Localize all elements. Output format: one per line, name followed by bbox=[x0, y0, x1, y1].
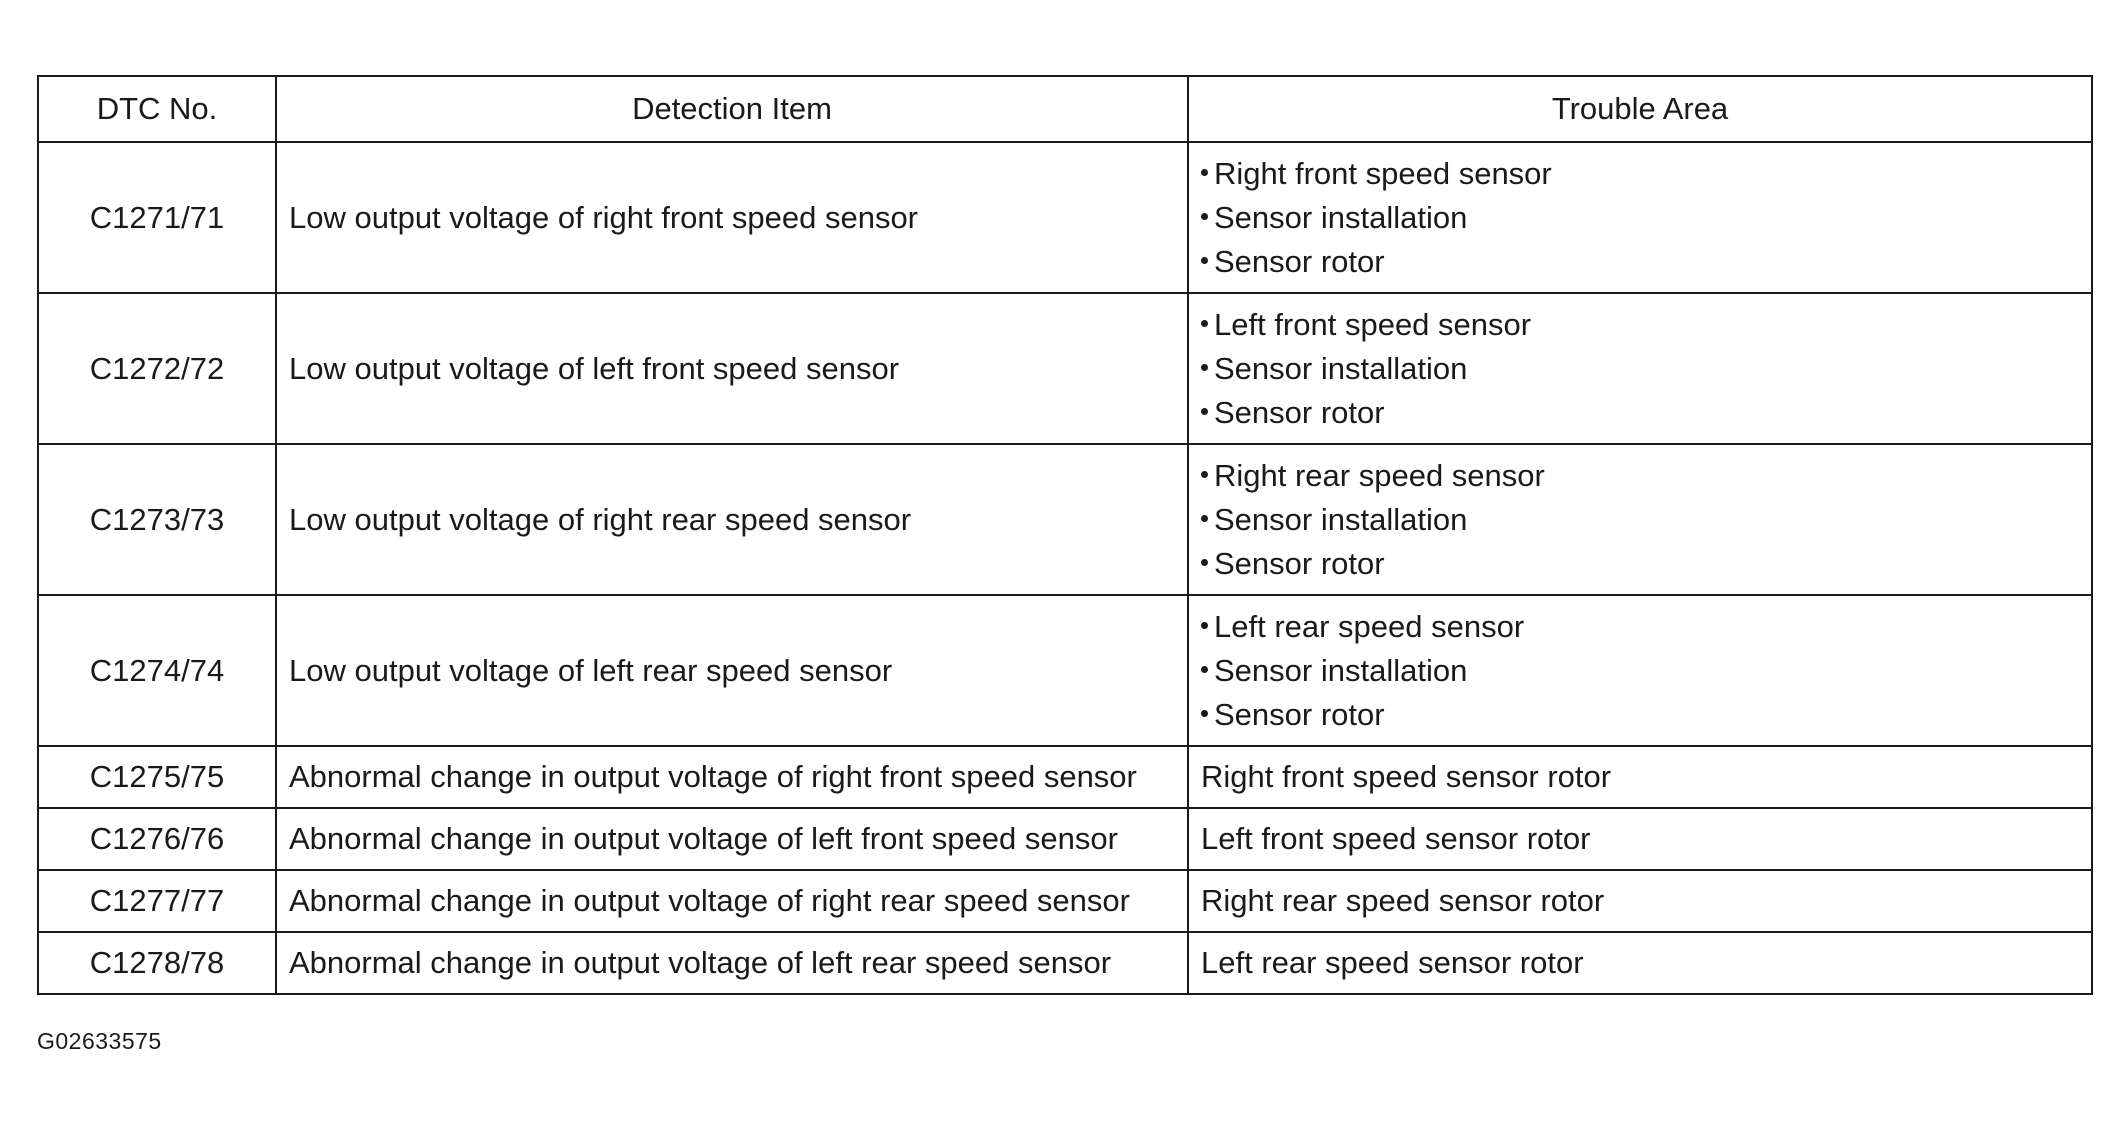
bullet-icon bbox=[1201, 710, 1208, 717]
bullet-icon bbox=[1201, 408, 1208, 415]
bullet-icon bbox=[1201, 364, 1208, 371]
detection-item: Low output voltage of left front speed sensor bbox=[276, 293, 1188, 444]
dtc-code: C1278/78 bbox=[38, 932, 276, 994]
header-trouble-area: Trouble Area bbox=[1188, 76, 2092, 142]
dtc-code: C1273/73 bbox=[38, 444, 276, 595]
trouble-area-item: Sensor rotor bbox=[1201, 240, 2079, 284]
bullet-icon bbox=[1201, 559, 1208, 566]
bullet-icon bbox=[1201, 257, 1208, 264]
detection-item: Low output voltage of left rear speed sensor bbox=[276, 595, 1188, 746]
table-row bbox=[38, 808, 2092, 870]
trouble-area bbox=[1188, 293, 2092, 444]
bullet-icon bbox=[1201, 666, 1208, 673]
header-row bbox=[38, 76, 2092, 142]
trouble-area-list bbox=[1201, 605, 2079, 737]
bullet-icon bbox=[1201, 622, 1208, 629]
trouble-area-item: Sensor rotor bbox=[1201, 391, 2079, 435]
detection-item: Abnormal change in output voltage of left rear speed sensor bbox=[276, 932, 1188, 994]
table-row bbox=[38, 870, 2092, 932]
bullet-icon bbox=[1201, 471, 1208, 478]
table-row bbox=[38, 293, 2092, 444]
dtc-table bbox=[37, 75, 2093, 995]
trouble-area-list bbox=[1201, 152, 2079, 284]
dtc-code: C1277/77 bbox=[38, 870, 276, 932]
trouble-area bbox=[1188, 595, 2092, 746]
trouble-area bbox=[1188, 142, 2092, 293]
trouble-area bbox=[1188, 444, 2092, 595]
detection-item: Low output voltage of right front speed sensor bbox=[276, 142, 1188, 293]
trouble-area-list bbox=[1201, 303, 2079, 435]
trouble-area-item: Right rear speed sensor bbox=[1201, 454, 2079, 498]
trouble-area-list bbox=[1201, 454, 2079, 586]
trouble-area: Right front speed sensor rotor bbox=[1188, 746, 2092, 808]
dtc-code: C1274/74 bbox=[38, 595, 276, 746]
detection-item: Abnormal change in output voltage of left front speed sensor bbox=[276, 808, 1188, 870]
detection-item: Abnormal change in output voltage of right front speed sensor bbox=[276, 746, 1188, 808]
table-row bbox=[38, 932, 2092, 994]
bullet-icon bbox=[1201, 213, 1208, 220]
table-row bbox=[38, 142, 2092, 293]
dtc-code: C1276/76 bbox=[38, 808, 276, 870]
table-row bbox=[38, 746, 2092, 808]
trouble-area-item: Left front speed sensor bbox=[1201, 303, 2079, 347]
trouble-area-item: Right front speed sensor bbox=[1201, 152, 2079, 196]
trouble-area-item: Sensor installation bbox=[1201, 347, 2079, 391]
figure-id: G02633575 bbox=[37, 1028, 162, 1054]
table-row bbox=[38, 444, 2092, 595]
trouble-area-item: Sensor installation bbox=[1201, 498, 2079, 542]
trouble-area-item: Sensor installation bbox=[1201, 649, 2079, 693]
trouble-area: Left rear speed sensor rotor bbox=[1188, 932, 2092, 994]
trouble-area: Right rear speed sensor rotor bbox=[1188, 870, 2092, 932]
table-row bbox=[38, 595, 2092, 746]
detection-item: Low output voltage of right rear speed sensor bbox=[276, 444, 1188, 595]
trouble-area-item: Sensor installation bbox=[1201, 196, 2079, 240]
bullet-icon bbox=[1201, 169, 1208, 176]
dtc-code: C1272/72 bbox=[38, 293, 276, 444]
bullet-icon bbox=[1201, 320, 1208, 327]
dtc-code: C1275/75 bbox=[38, 746, 276, 808]
detection-item: Abnormal change in output voltage of right rear speed sensor bbox=[276, 870, 1188, 932]
header-dtc-no: DTC No. bbox=[38, 76, 276, 142]
trouble-area-item: Sensor rotor bbox=[1201, 542, 2079, 586]
trouble-area-item: Sensor rotor bbox=[1201, 693, 2079, 737]
trouble-area-item: Left rear speed sensor bbox=[1201, 605, 2079, 649]
dtc-code: C1271/71 bbox=[38, 142, 276, 293]
header-detection-item: Detection Item bbox=[276, 76, 1188, 142]
bullet-icon bbox=[1201, 515, 1208, 522]
trouble-area: Left front speed sensor rotor bbox=[1188, 808, 2092, 870]
